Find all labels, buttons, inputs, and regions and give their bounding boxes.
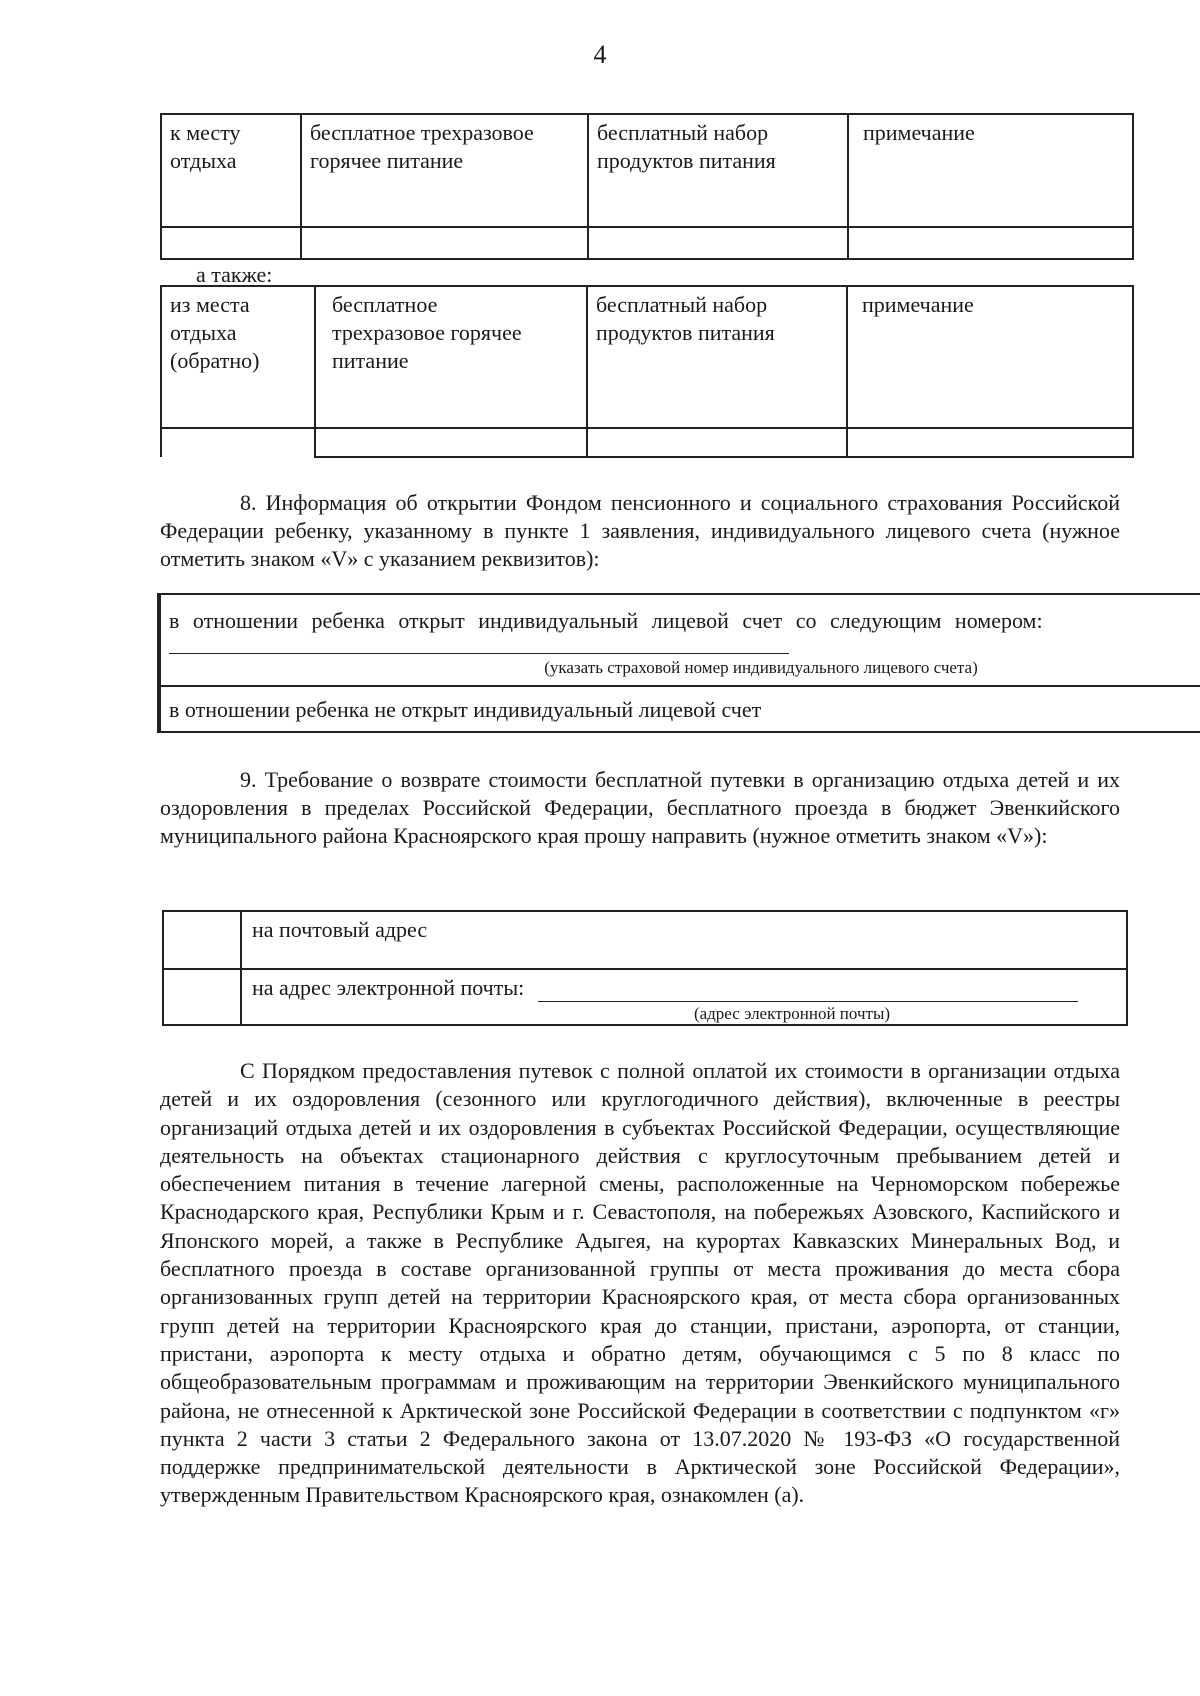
table-cell[interactable] bbox=[847, 428, 1133, 457]
col-hot-meals-label: бесплатное трехразовое горячее питание bbox=[310, 120, 534, 173]
email-address-hint: (адрес электронной почты) bbox=[693, 1004, 891, 1023]
table-from-rest bbox=[160, 285, 1134, 458]
col-note-label: примечание bbox=[863, 120, 975, 145]
email-address-line[interactable] bbox=[538, 979, 1078, 1002]
table-cell[interactable] bbox=[848, 227, 1133, 259]
table-cell bbox=[848, 114, 1133, 227]
table-cell[interactable] bbox=[315, 428, 587, 457]
section-8-text: 8. Информация об открытии Фондом пенсионного и социального страхования Российской Федерации ребенку, указанному в пункте 1 заявления, индивидуального лицевого счета (нужное отметить знаком «V» с указанием реквизитов): bbox=[160, 490, 1120, 571]
table-cell[interactable] bbox=[588, 227, 848, 259]
table-cell bbox=[160, 686, 1200, 732]
account-not-opened-text: в отношении ребенка не открыт индивидуальный лицевой счет bbox=[169, 697, 762, 722]
postal-address-text: на почтовый адрес bbox=[252, 917, 428, 942]
table-cell bbox=[315, 286, 587, 428]
table-cell bbox=[161, 114, 301, 227]
table-cell[interactable] bbox=[301, 227, 588, 259]
account-number-hint: (указать страховой номер индивидуального лицевого счета) bbox=[544, 658, 978, 677]
table-cell bbox=[587, 286, 847, 428]
table-cell bbox=[847, 286, 1133, 428]
table-cell[interactable] bbox=[161, 428, 315, 457]
account-opened-text: в отношении ребенка открыт индивидуальный лицевой счет со следующим номером: bbox=[169, 608, 1043, 633]
page-number: 4 bbox=[593, 40, 607, 69]
checkbox-postal-address[interactable] bbox=[163, 911, 241, 969]
table-account-info bbox=[157, 593, 1200, 733]
table-cell bbox=[588, 114, 848, 227]
col-hot-meals-label: бесплатное трехразовое горячее питание bbox=[332, 292, 522, 373]
table-refund-method bbox=[162, 910, 1128, 1026]
col-food-set-label: бесплатный набор продуктов питания bbox=[597, 120, 776, 173]
table-cell bbox=[301, 114, 588, 227]
table-cell bbox=[241, 969, 1127, 1025]
table-cell bbox=[161, 286, 315, 428]
email-address-text: на адрес электронной почты: bbox=[252, 975, 525, 1000]
checkbox-email-address[interactable] bbox=[163, 969, 241, 1025]
table-to-rest bbox=[160, 113, 1134, 260]
table-cell bbox=[241, 911, 1127, 969]
account-number-line[interactable] bbox=[169, 641, 789, 654]
table-cell[interactable] bbox=[587, 428, 847, 457]
table-cell bbox=[160, 594, 1200, 686]
col-food-set-label: бесплатный набор продуктов питания bbox=[596, 292, 775, 345]
table-cell[interactable] bbox=[161, 227, 301, 259]
final-paragraph: С Порядком предоставления путевок с полной оплатой их стоимости в организации отдыха детей и их оздоровления (сезонного или круглогодичного действия), включенные в реестры организаций отдыха детей и их оздоровления в субъектах Российской Федерации, осуществляющие деятельность на объектах стационарного действия с круглосуточным пребыванием детей и обеспечением питания в течение лагерной смены, расположенные на Черноморском побережье Краснодарского края, Республики Крым и г. Севастополя, на побережьях Азовского, Каспийского и Японского морей, а также в Республике Адыгея, на курортах Кавказских Минеральных Вод, и бесплатного проезда в составе организованной группы от места проживания до места сбора организованных групп детей на территории Красноярского края, от места сбора организованных групп детей на территории Красноярского края до станции, пристани, аэропорта, от станции, пристани, аэропорта к месту отдыха и обратно детям, обучающимся с 5 по 8 класс по общеобразовательным программам и проживающим на территории Эвенкийского муниципального района, не отнесенной к Арктической зоне Российской Федерации в соответствии с подпунктом «г» пункта 2 части 3 статьи 2 Федерального закона от 13.07.2020 № 193-ФЗ «О государственной поддержке предпринимательской деятельности в Арктической зоне Российской Федерации», утвержденным Правительством Красноярского края, ознакомлен (а). bbox=[160, 1058, 1120, 1508]
col-travel-label: к месту отдыха bbox=[170, 120, 241, 173]
section-9-text: 9. Требование о возврате стоимости бесплатной путевки в организацию отдыха детей и их оздоровления в пределах Российской Федерации, бесплатного проезда в бюджет Эвенкийского муниципального района Красноярского края прошу направить (нужное отметить знаком «V»): bbox=[160, 767, 1120, 848]
also-label: а также: bbox=[196, 262, 273, 287]
col-note-label: примечание bbox=[862, 292, 974, 317]
col-return-label: из места отдыха (обратно) bbox=[170, 292, 260, 373]
